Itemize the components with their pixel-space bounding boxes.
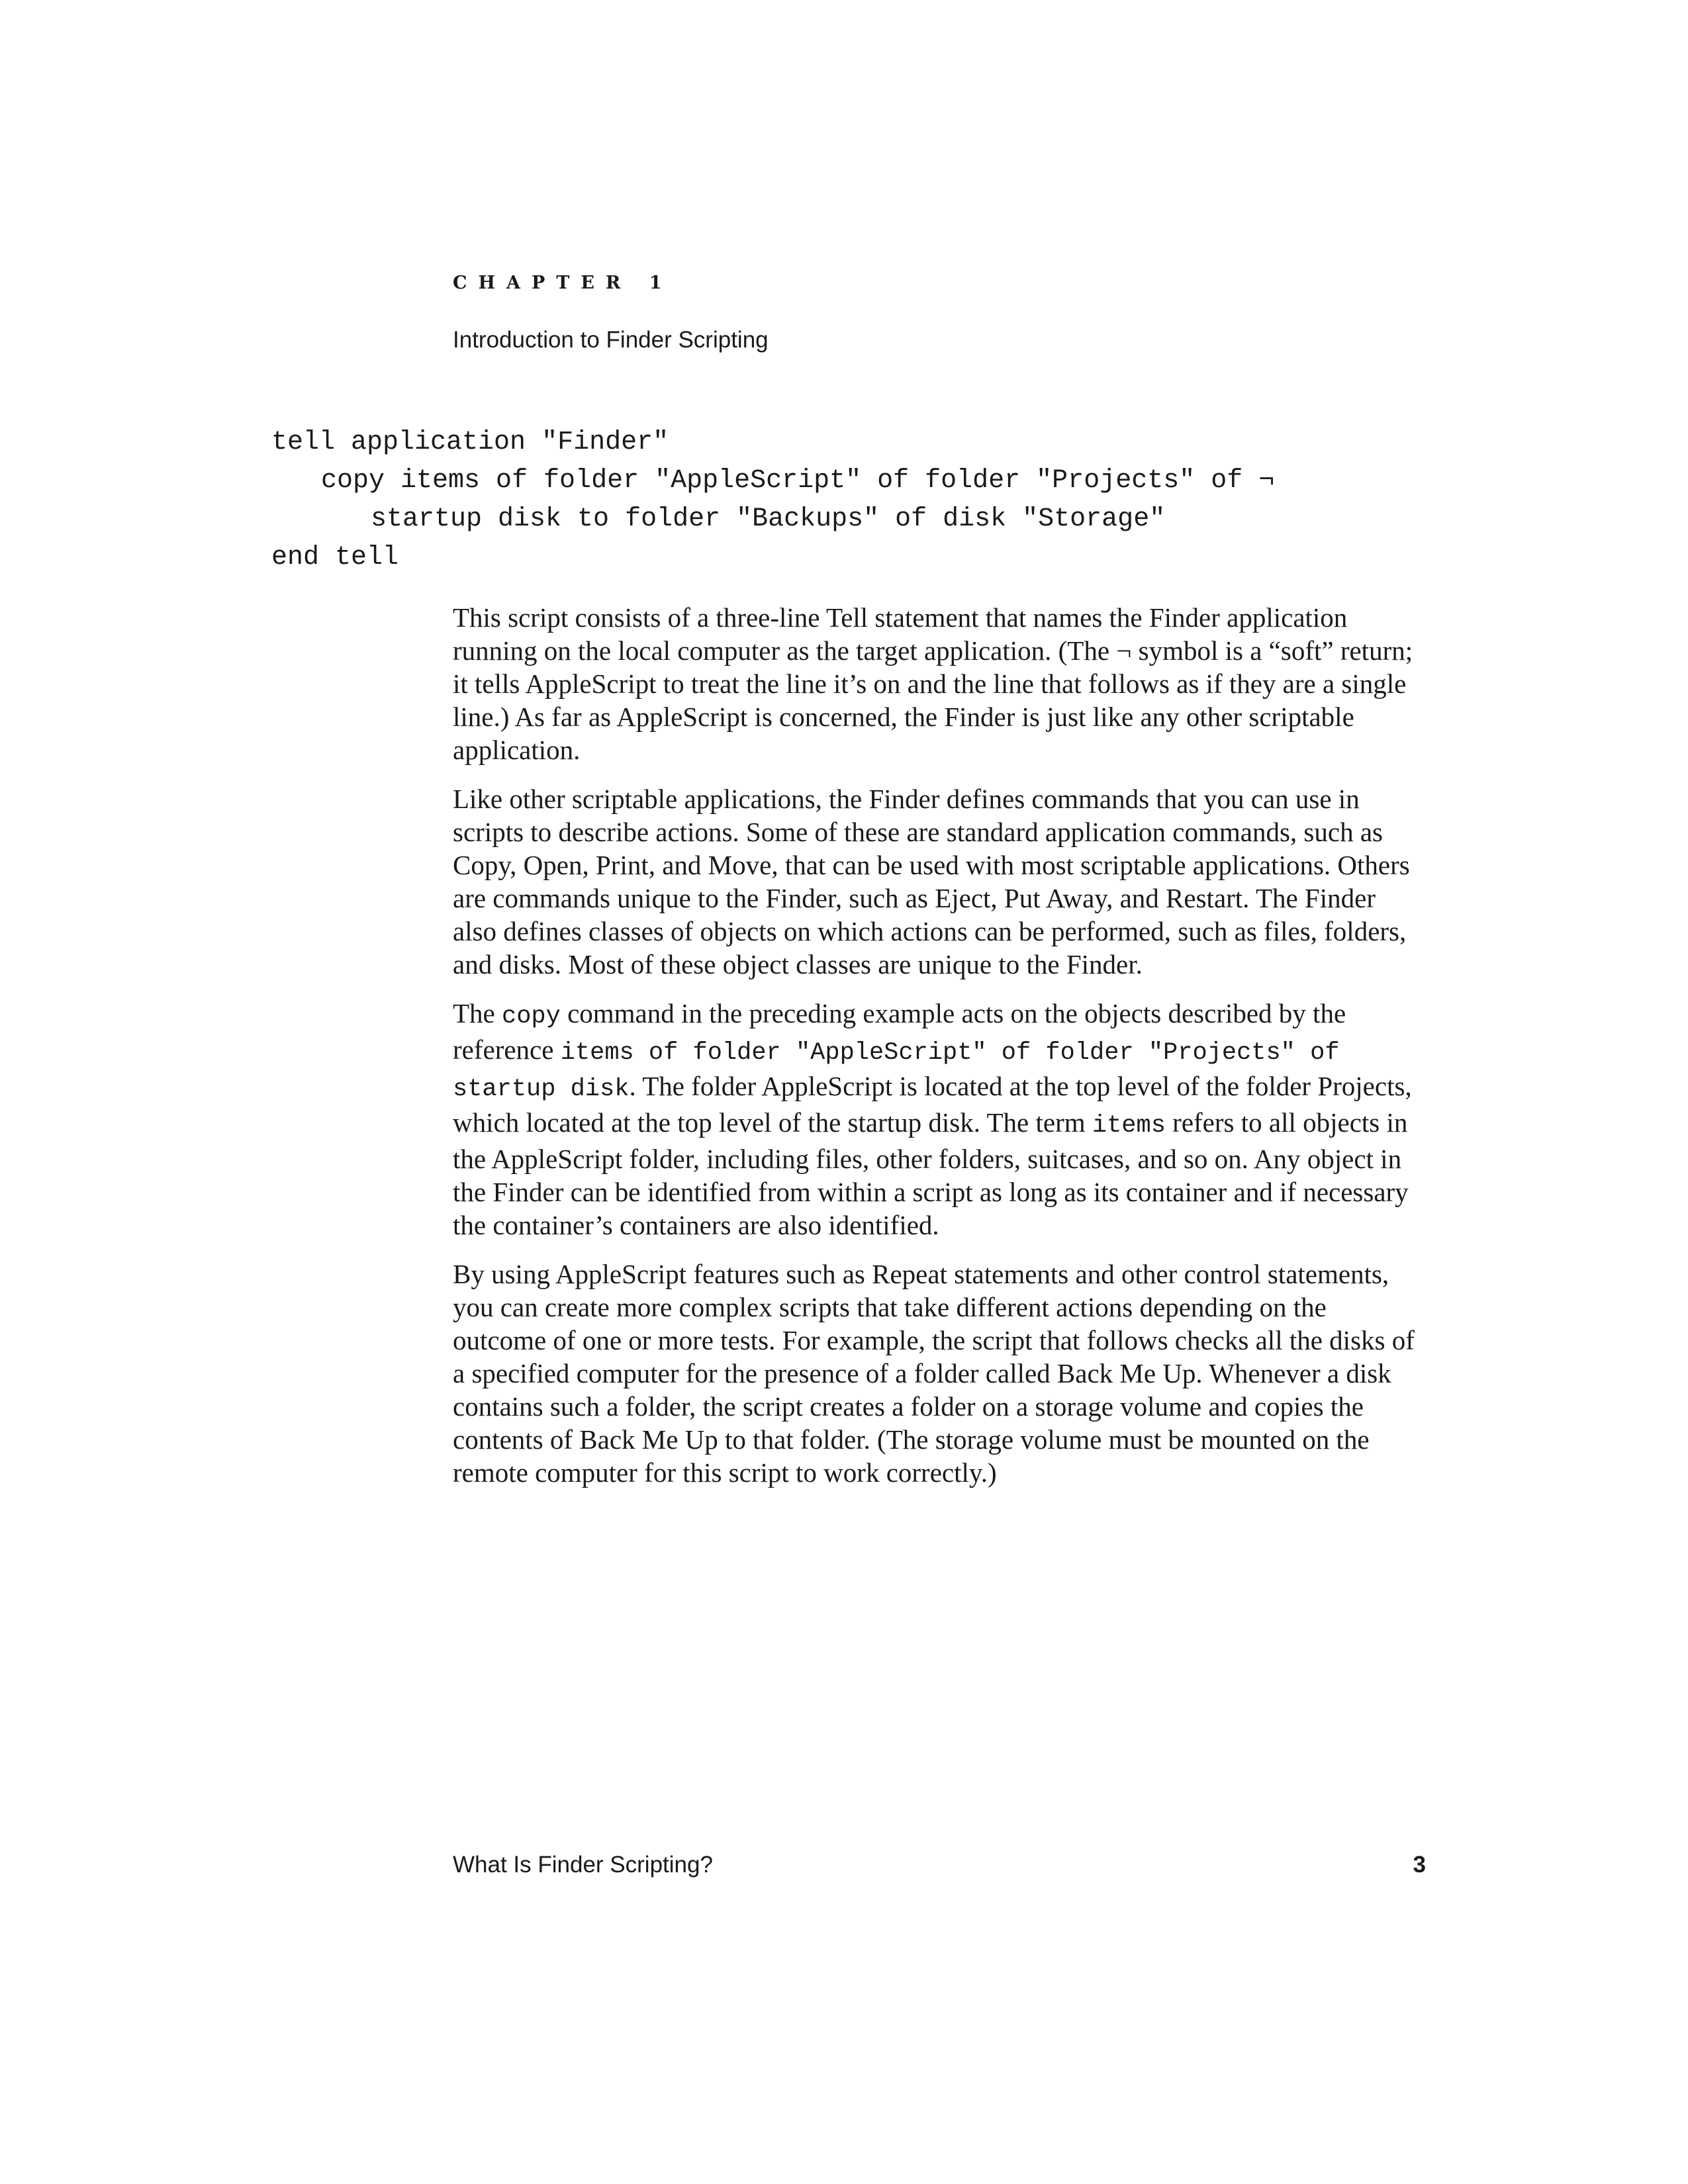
paragraph: By using AppleScript features such as Repeat statements and other control statements, you can create more complex scripts that take different actions depending on the outcome of one or more tests. For example, the script that follows checks all the disks of a specified computer for the presence of a folder called Back Me Up. Whenever a disk contains such a folder, the script creates a folder on a storage volume and copies the contents of Back Me Up to that folder. (The storage volume must be mounted on the remote computer for this script to work correctly.) xyxy=(453,1259,1415,1488)
paragraph: Like other scriptable applications, the Finder defines commands that you can use in scripts to describe actions. Some of these are standard application commands, such as Copy, Open, Print, and Move, that can be used with most scriptable applications. Others are commands unique to the Finder, such as Eject, Put Away, and Restart. The Finder also defines classes of objects on which actions can be performed, such as files, folders, and disks. Most of these object classes are unique to the Finder. xyxy=(453,784,1410,979)
code-line: startup disk to folder "Backups" of disk "Storage" xyxy=(371,504,1166,534)
code-line: end tell xyxy=(271,543,399,572)
code-line: tell application "Finder" xyxy=(271,428,669,457)
text-run: command in the preceding example acts on the objects described by the reference xyxy=(453,998,1346,1065)
code-term-copy: copy xyxy=(502,1003,561,1030)
paragraph xyxy=(453,997,1426,1242)
chapter-label: CHAPTER 1 xyxy=(453,273,673,293)
text-run: refers to all objects in the AppleScript folder, including files, other folders, suitcases, and so on. Any object in the Finder can be identified from within a script as long as its container and if necessary the container’s containers are also identified. xyxy=(453,1107,1409,1240)
text-run: . The folder AppleScript is located at the top level of the folder Projects, which located at the top level of the startup disk. The term xyxy=(453,1071,1412,1138)
text-run: The xyxy=(453,998,502,1028)
footer-section-title: What Is Finder Scripting? xyxy=(453,1852,713,1878)
chapter-title: Introduction to Finder Scripting xyxy=(453,327,769,353)
body-text xyxy=(453,601,1426,1505)
page-number: 3 xyxy=(1413,1852,1426,1878)
code-line: copy items of folder "AppleScript" of folder "Projects" of ¬ xyxy=(321,466,1275,496)
paragraph: This script consists of a three-line Tell statement that names the Finder application running on the local computer as the target application. (The ¬ symbol is a “soft” return; it tells AppleScript to treat the line it’s on and the line that follows as if they are a single line.) As far as AppleScript is concerned, the Finder is just like any other scriptable application. xyxy=(453,602,1413,765)
code-example xyxy=(271,424,1274,577)
code-reference: items of folder "AppleScript" of folder "Projects" of startup disk xyxy=(453,1039,1340,1103)
code-term-items: items xyxy=(1092,1112,1166,1140)
